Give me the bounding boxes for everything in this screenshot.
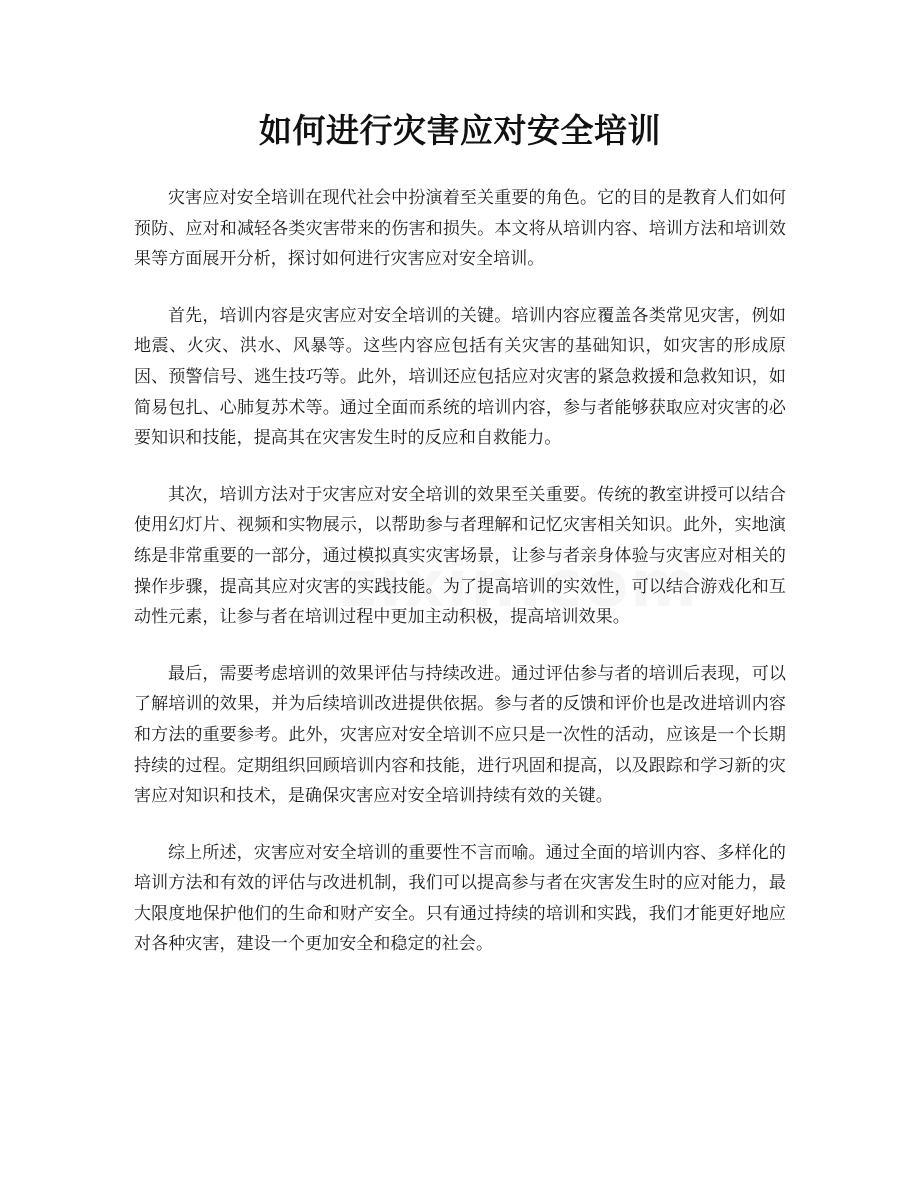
paragraph-methods: 其次，培训方法对于灾害应对安全培训的效果至关重要。传统的教室讲授可以结合使用幻灯片、视频和实物展示，以帮助参与者理解和记忆灾害相关知识。此外，实地演练是非常重要的一部分，通过模拟真实灾害场景，让参与者亲身体验与灾害应对相关的操作步骤，提高其应对灾害的实践技能。为了提高培训的实效性，可以结合游戏化和互动性元素，让参与者在培训过程中更加主动积极，提高培训效果。	[134, 484, 786, 628]
paragraph-intro: 灾害应对安全培训在现代社会中扮演着至关重要的角色。它的目的是教育人们如何预防、应对和减轻各类灾害带来的伤害和损失。本文将从培训内容、培训方法和培训效果等方面展开分析，探讨如何进行灾害应对安全培训。	[134, 188, 786, 270]
document-body	[134, 183, 786, 986]
paragraph-conclusion: 综上所述，灾害应对安全培训的重要性不言而喻。通过全面的培训内容、多样化的培训方法和有效的评估与改进机制，我们可以提高参与者在灾害发生时的应对能力，最大限度地保护他们的生命和财产安全。只有通过持续的培训和实践，我们才能更好地应对各种灾害，建设一个更加安全和稳定的社会。	[134, 842, 786, 955]
paragraph-evaluation: 最后，需要考虑培训的效果评估与持续改进。通过评估参与者的培训后表现，可以了解培训的效果，并为后续培训改进提供依据。参与者的反馈和评价也是改进培训内容和方法的重要参考。此外，灾害应对安全培训不应只是一次性的活动，应该是一个长期持续的过程。定期组织回顾培训内容和技能，进行巩固和提高，以及跟踪和学习新的灾害应对知识和技术，是确保灾害应对安全培训持续有效的关键。	[134, 663, 786, 807]
paragraph-content: 首先，培训内容是灾害应对安全培训的关键。培训内容应覆盖各类常见灾害，例如地震、火灾、洪水、风暴等。这些内容应包括有关灾害的基础知识，如灾害的形成原因、预警信号、逃生技巧等。此外，培训还应包括应对灾害的紧急救援和急救知识，如简易包扎、心肺复苏术等。通过全面而系统的培训内容，参与者能够获取应对灾害的必要知识和技能，提高其在灾害发生时的反应和自救能力。	[134, 305, 786, 449]
document-title: 如何进行灾害应对安全培训	[259, 111, 661, 150]
